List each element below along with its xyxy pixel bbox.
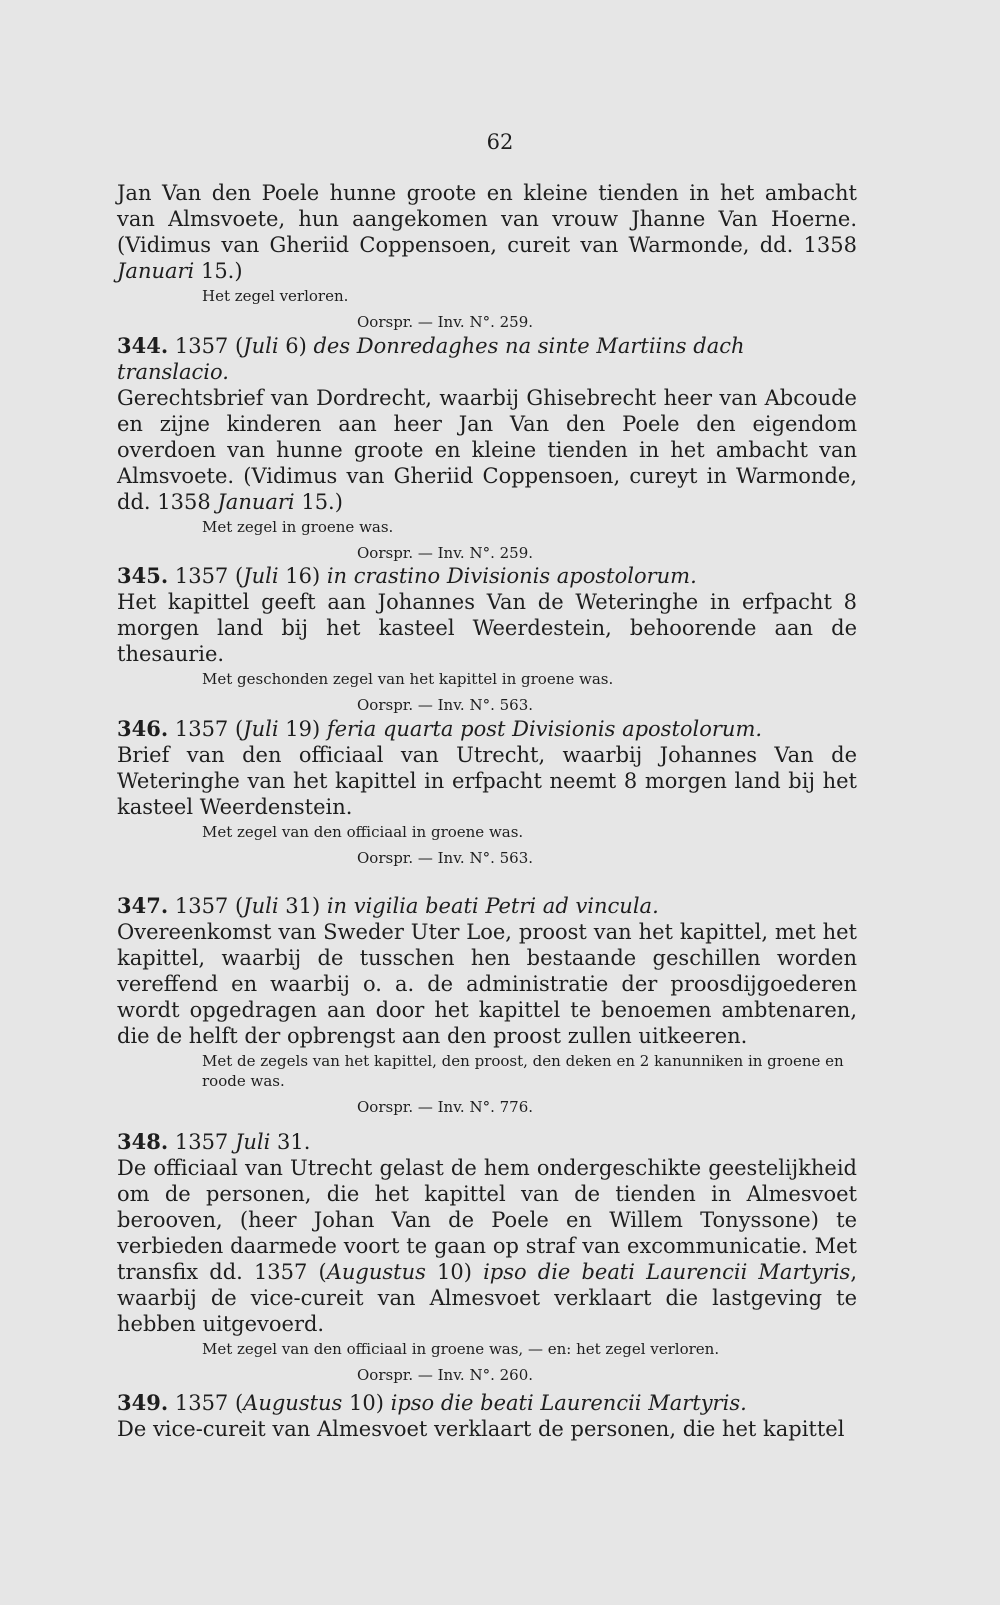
entry-body: De vice-cureit van Almesvoet verklaart de personen, die het kapittel xyxy=(117,1417,845,1441)
intro-block xyxy=(117,180,857,332)
seal-note: Met zegel van den officiaal in groene was, — en: het zegel verloren. xyxy=(202,1340,720,1358)
entry-body: Het kapittel geeft aan Johannes Van de Weteringhe in erfpacht 8 morgen land bij het kasteel Weerdestein, behoorende aan de thesaurie. xyxy=(117,590,857,666)
entry-body: De officiaal van Utrecht gelast de hem ondergeschikte geestelijkheid om de personen, die het kapittel van de tienden in Almesvoet berooven, (heer Johan Van de Poele en Willem Tonyssone) te verbieden daarmede voort te gaan op straf van excommunicatie. Met transfix dd. 1357 (Augustus 10) ipso die beati Laurencii Martyris, waarbij de vice-cureit van Almesvoet verklaart die lastgeving te hebben uitgevoerd. xyxy=(117,1156,858,1336)
entry-346 xyxy=(117,716,857,868)
seal-note: Met de zegels van het kapittel, den proost, den deken en 2 kanunniken in groene en roode was. xyxy=(202,1052,844,1090)
entry-body: Brief van den officiaal van Utrecht, waarbij Johannes Van de Weteringhe van het kapittel in erfpacht neemt 8 morgen land bij het kasteel Weerdenstein. xyxy=(117,743,857,819)
seal-note: Met zegel van den officiaal in groene was. xyxy=(202,823,524,841)
entry-347 xyxy=(117,893,857,1117)
inventory-note: Oorspr. — Inv. N°. 259. xyxy=(357,544,534,562)
seal-note: Met geschonden zegel van het kapittel in groene was. xyxy=(202,670,614,688)
inventory-note: Oorspr. — Inv. N°. 776. xyxy=(357,1098,534,1116)
entry-heading: 345. 1357 (Juli 16) in crastino Divisionis apostolorum. xyxy=(117,563,697,588)
inventory-note: Oorspr. — Inv. N°. 563. xyxy=(357,696,534,714)
page-number: 62 xyxy=(486,130,514,154)
entry-345 xyxy=(117,563,857,715)
entry-heading: 346. 1357 (Juli 19) feria quarta post Divisionis apostolorum. xyxy=(117,716,763,741)
entry-348 xyxy=(117,1129,857,1385)
intro-body: Jan Van den Poele hunne groote en kleine tienden in het ambacht van Almsvoete, hun aangekomen van vrouw Jhanne Van Hoerne. (Vidimus van Gheriid Coppensoen, cureit van Warmonde, dd. 1358 Januari 15.) xyxy=(117,181,857,283)
entry-344 xyxy=(117,333,857,563)
entry-heading: 349. 1357 (Augustus 10) ipso die beati Laurencii Martyris. xyxy=(117,1390,747,1415)
entry-heading: 344. 1357 (Juli 6) des Donredaghes na sinte Martiins dach translacio. xyxy=(117,333,745,384)
inventory-note: Oorspr. — Inv. N°. 259. xyxy=(357,313,534,331)
seal-note: Met zegel in groene was. xyxy=(202,518,394,536)
entry-heading: 347. 1357 (Juli 31) in vigilia beati Petri ad vincula. xyxy=(117,893,659,918)
seal-note: Het zegel verloren. xyxy=(202,287,349,305)
inventory-note: Oorspr. — Inv. N°. 563. xyxy=(357,849,534,867)
entry-349 xyxy=(117,1390,857,1442)
entry-heading: 348. 1357 Juli 31. xyxy=(117,1129,311,1154)
inventory-note: Oorspr. — Inv. N°. 260. xyxy=(357,1366,534,1384)
entry-body: Gerechtsbrief van Dordrecht, waarbij Ghisebrecht heer van Abcoude en zijne kinderen aan heer Jan Van den Poele den eigendom overdoen van hunne groote en kleine tienden in het ambacht van Almsvoete. (Vidimus van Gheriid Coppensoen, cureyt in Warmonde, dd. 1358 Januari 15.) xyxy=(117,386,857,514)
entry-body: Overeenkomst van Sweder Uter Loe, proost van het kapittel, met het kapittel, waarbij de tusschen hen bestaande geschillen worden vereffend en waarbij o. a. de administratie der proosdijgoederen wordt opgedragen aan door het kapittel te benoemen ambtenaren, die de helft der opbrengst aan den proost zullen uitkeeren. xyxy=(117,920,857,1048)
